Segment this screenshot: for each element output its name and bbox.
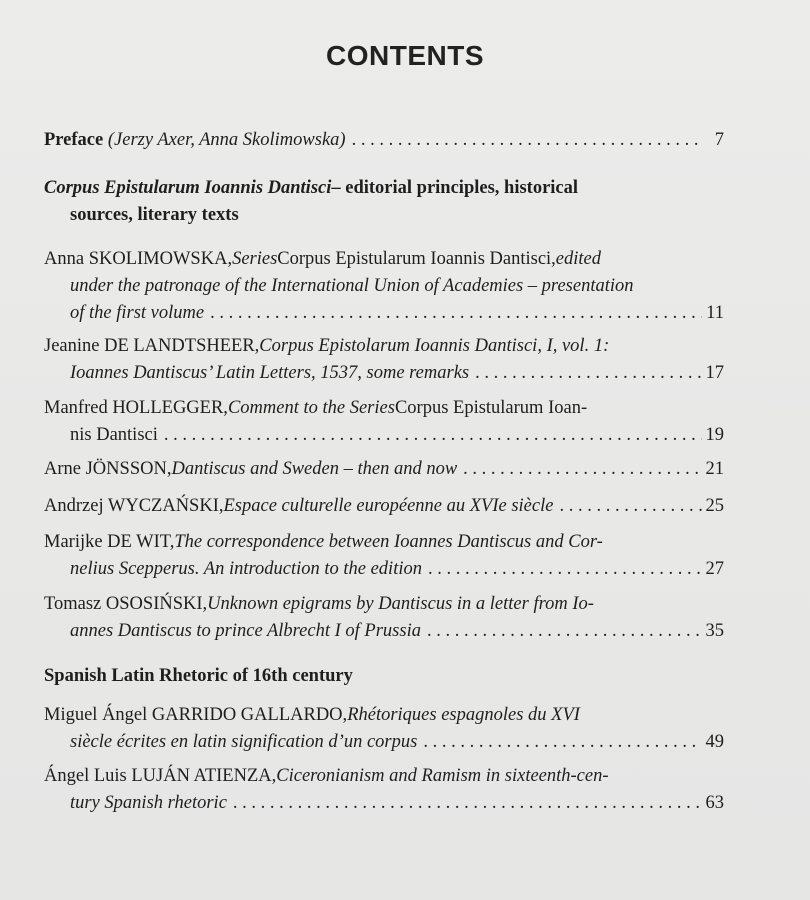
entry-title-line2: Ioannes Dantiscus’ Latin Letters, 1537, some remarks: [70, 363, 470, 383]
page-number: 25: [705, 496, 724, 516]
toc-entry-garrido-gallardo[interactable]: [44, 702, 724, 756]
dot-leader: [428, 556, 702, 583]
entry-title: Corpus Epistularum Ioan-: [394, 398, 588, 418]
page-number: 11: [706, 303, 724, 323]
toc-entry-hollegger[interactable]: [44, 395, 724, 449]
page-number: 63: [705, 793, 724, 813]
entry-title-line2: annes Dantiscus to prince Albrecht I of Prussia: [70, 621, 421, 641]
section-heading-text: – editorial principles, historical: [331, 178, 579, 198]
entry-author: Tomasz OSOSIŃSKI,: [44, 594, 208, 614]
entry-title-line2: siècle écrites en latin signification d’un corpus: [70, 732, 418, 752]
dot-leader: [423, 729, 701, 756]
entry-title-italic: Ciceronianism and Ramism in sixteenth-cen-: [276, 766, 609, 786]
entry-title-line2: tury Spanish rhetoric: [70, 793, 227, 813]
section-heading-text: Spanish Latin Rhetoric of 16th century: [44, 666, 353, 686]
entry-title-italic: Espace culturelle européenne au XVIe siècle: [223, 496, 554, 516]
entry-title-line2: nis Dantisci: [70, 425, 158, 445]
toc-entry-skolimowska[interactable]: [44, 246, 724, 327]
entry-title-italic: Unknown epigrams by Dantiscus in a letter from Io-: [207, 594, 594, 614]
dot-leader: [475, 360, 701, 387]
entry-title-italic: edited: [555, 249, 601, 269]
toc-entry-lujan-atienza[interactable]: [44, 763, 724, 817]
dot-leader: [164, 422, 702, 449]
entry-title-line3: of the first volume: [70, 303, 205, 323]
toc-entry-de-wit[interactable]: [44, 529, 724, 583]
entry-title-italic: Corpus Epistolarum Ioannis Dantisci, I, vol. 1:: [259, 336, 610, 356]
entry-author: Marijke DE WIT,: [44, 532, 175, 552]
entry-author: Ángel Luis LUJÁN ATIENZA,: [44, 766, 277, 786]
page-number: 21: [705, 459, 724, 479]
section-heading-italic: Corpus Epistularum Ioannis Dantisci: [44, 178, 332, 198]
dot-leader: [210, 300, 702, 327]
entry-author: Miguel Ángel GARRIDO GALLARDO,: [44, 705, 348, 725]
entry-title-italic: The correspondence between Ioannes Dantiscus and Cor-: [174, 532, 603, 552]
dot-leader: [233, 790, 702, 817]
entry-title-italic: Dantiscus and Sweden – then and now: [171, 459, 458, 479]
toc-entry-de-landtsheer[interactable]: [44, 333, 724, 387]
toc-entry-ososinski[interactable]: [44, 591, 724, 645]
page-number: 35: [705, 621, 724, 641]
toc-entry-jonsson[interactable]: [44, 456, 724, 483]
page-title: CONTENTS: [326, 40, 484, 71]
section-heading-line2: sources, literary texts: [70, 205, 239, 225]
page-number: 17: [705, 363, 724, 383]
toc-entry-preface[interactable]: [44, 127, 724, 154]
section-heading-dantiscus: [44, 175, 724, 229]
entry-title: Corpus Epistularum Ioannis Dantisci,: [277, 249, 556, 269]
entry-author: Manfred HOLLEGGER,: [44, 398, 228, 418]
entry-author: Arne JÖNSSON,: [44, 459, 172, 479]
entry-title-italic: Rhétoriques espagnoles du XVI: [347, 705, 580, 725]
entry-author: Anna SKOLIMOWSKA,: [44, 249, 233, 269]
entry-title-italic: Series: [232, 249, 278, 269]
dot-leader: [427, 618, 702, 645]
page-number: 49: [705, 732, 724, 752]
entry-title-line2: under the patronage of the International Union of Academies – presentation: [70, 276, 634, 296]
entry-author: Andrzej WYCZAŃSKI,: [44, 496, 224, 516]
preface-authors: (Jerzy Axer, Anna Skolimowska): [107, 130, 346, 150]
page-number: 19: [705, 425, 724, 445]
toc-entry-wyczanski[interactable]: [44, 493, 724, 520]
dot-leader: [559, 493, 701, 520]
dot-leader: [463, 456, 701, 483]
page-number: 7: [714, 130, 724, 150]
page-number: 27: [705, 559, 724, 579]
entry-author: Jeanine DE LANDTSHEER,: [44, 336, 260, 356]
section-heading-spanish-rhetoric: [44, 663, 724, 690]
entry-title-italic: Comment to the Series: [227, 398, 395, 418]
dot-leader: [352, 127, 704, 154]
preface-label: Preface: [44, 130, 104, 150]
entry-title-line2: nelius Scepperus. An introduction to the edition: [70, 559, 422, 579]
